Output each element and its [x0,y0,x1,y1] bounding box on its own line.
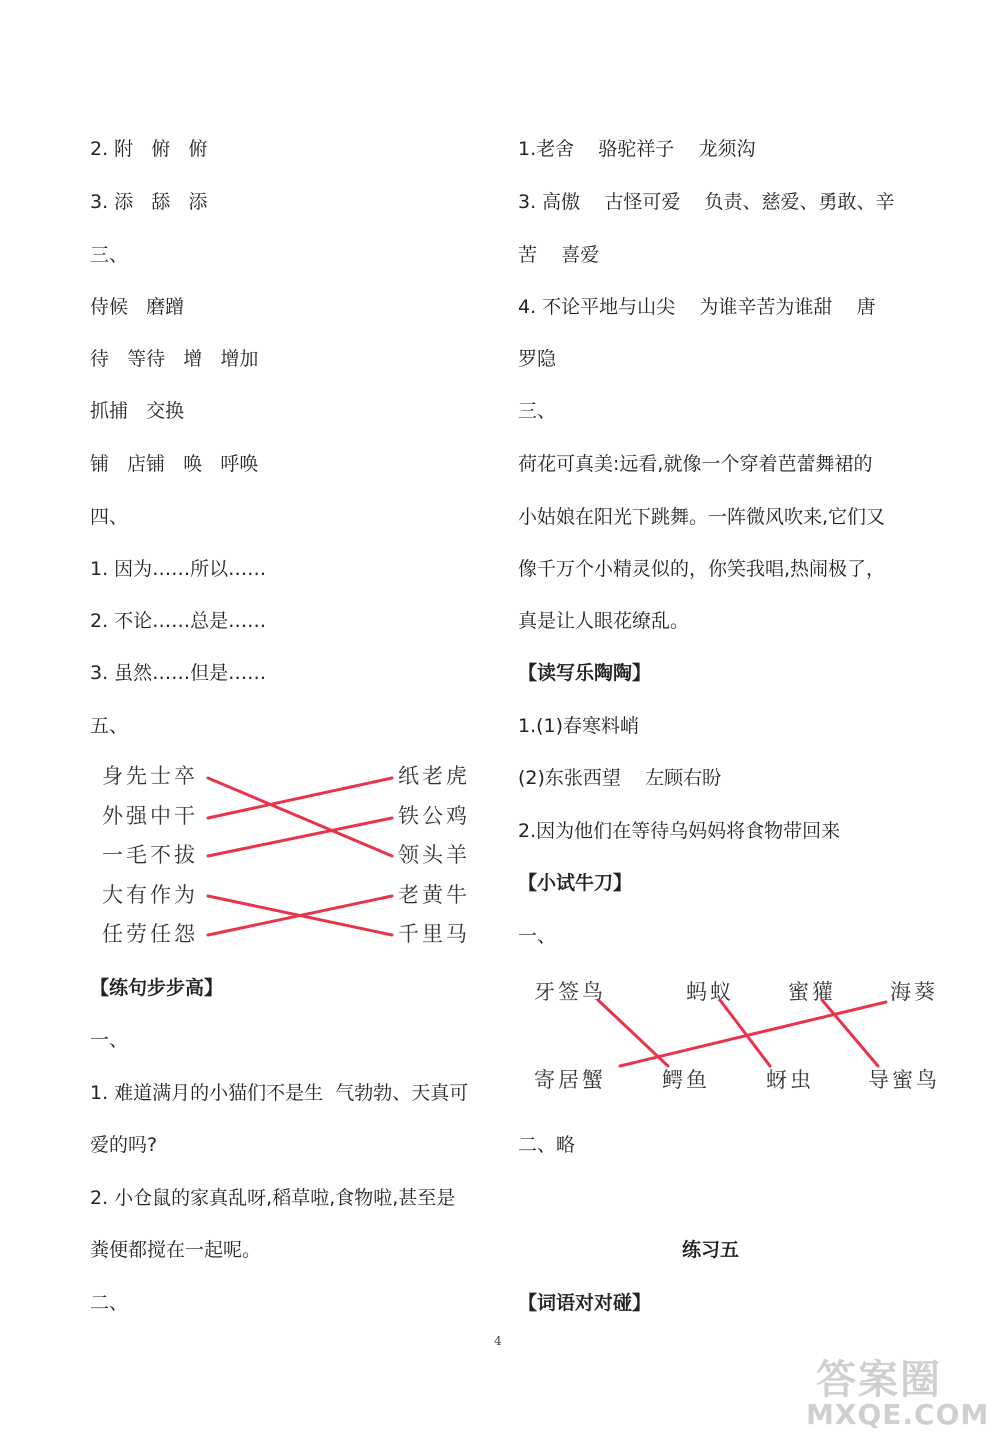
answer-line: 2.因为他们在等待乌妈妈将食物带回来 [518,820,841,842]
answer-line: 小姑娘在阳光下跳舞。一阵微风吹来,它们又 [518,506,886,528]
answer-line: 1.(1)春寒料峭 [518,715,640,737]
match-left-item: 大有作为 [102,883,198,907]
answer-line: 苦 喜爱 [518,244,600,266]
match-bottom-item: 寄居蟹 [534,1068,606,1092]
answer-line: (2)东张西望 左顾右盼 [518,767,722,789]
match-bottom-item: 导蜜鸟 [868,1068,940,1092]
section-number: 三、 [518,400,557,422]
watermark-logo: 答案圈 [816,1357,942,1403]
match-top-item: 牙签鸟 [534,980,606,1004]
answer-line: 荷花可真美:远看,就像一个穿着芭蕾舞裙的 [518,453,873,475]
match-line [620,1002,886,1066]
section-number: 二、 [90,1292,129,1314]
match-left-item: 外强中干 [102,804,198,828]
match-bottom-item: 鳄鱼 [662,1068,710,1092]
watermark-site: MXQE.COM [806,1398,990,1431]
answer-line: 3. 添 舔 添 [90,191,208,213]
match-line [208,818,392,856]
answer-line: 2. 附 俯 俯 [90,138,208,160]
section-heading: 【词语对对碰】 [518,1292,652,1314]
section-heading: 【练句步步高】 [90,977,224,999]
match-right-item: 领头羊 [398,843,470,867]
answer-line: 铺 店铺 唤 呼唤 [90,453,259,475]
answer-line: 3. 高傲 古怪可爱 负责、慈爱、勇敢、辛 [518,191,895,213]
answer-line: 1.老舍 骆驼祥子 龙须沟 [518,138,756,160]
answer-line: 3. 虽然……但是…… [90,662,267,684]
answer-line: 真是让人眼花缭乱。 [518,610,690,632]
answer-line: 罗隐 [518,348,557,370]
exercise-title: 练习五 [682,1239,740,1261]
answer-line: 二、略 [518,1134,576,1156]
answer-line: 爱的吗? [90,1134,158,1156]
section-number: 一、 [90,1029,129,1051]
answer-line: 侍候 磨蹭 [90,296,185,318]
answer-line: 抓捕 交换 [90,400,185,422]
match-line [208,778,392,856]
match-top-item: 蜜獾 [788,980,836,1004]
section-heading: 【小试牛刀】 [518,872,633,894]
answer-line: 2. 小仓鼠的家真乱呀,稻草啦,食物啦,甚至是 [90,1187,456,1209]
answer-line: 像千万个小精灵似的，你笑我唱,热闹极了， [518,558,886,580]
match-left-item: 一毛不拔 [102,843,198,867]
answer-line: 4. 不论平地与山尖 为谁辛苦为谁甜 唐 [518,296,876,318]
section-heading: 【读写乐陶陶】 [518,662,652,684]
section-number: 五、 [90,715,129,737]
section-number: 一、 [518,925,557,947]
answer-line: 粪便都搅在一起呢。 [90,1239,262,1261]
match-left-item: 身先士卒 [102,764,198,788]
answer-line: 1. 难道满月的小猫们不是生 气勃勃、天真可 [90,1082,469,1104]
match-right-item: 老黄牛 [398,883,470,907]
match-right-item: 千里马 [398,922,470,946]
match-line [208,778,392,818]
match-right-item: 铁公鸡 [398,804,470,828]
match-bottom-item: 蚜虫 [766,1068,814,1092]
answer-line: 2. 不论……总是…… [90,610,267,632]
match-top-item: 蚂蚁 [686,980,734,1004]
section-number: 三、 [90,244,129,266]
page-number: 4 [494,1334,502,1348]
match-right-item: 纸老虎 [398,764,470,788]
answer-line: 1. 因为……所以…… [90,558,267,580]
match-top-item: 海葵 [890,980,938,1004]
match-left-item: 任劳任怨 [102,922,198,946]
section-number: 四、 [90,506,129,528]
answer-line: 待 等待 增 增加 [90,348,259,370]
